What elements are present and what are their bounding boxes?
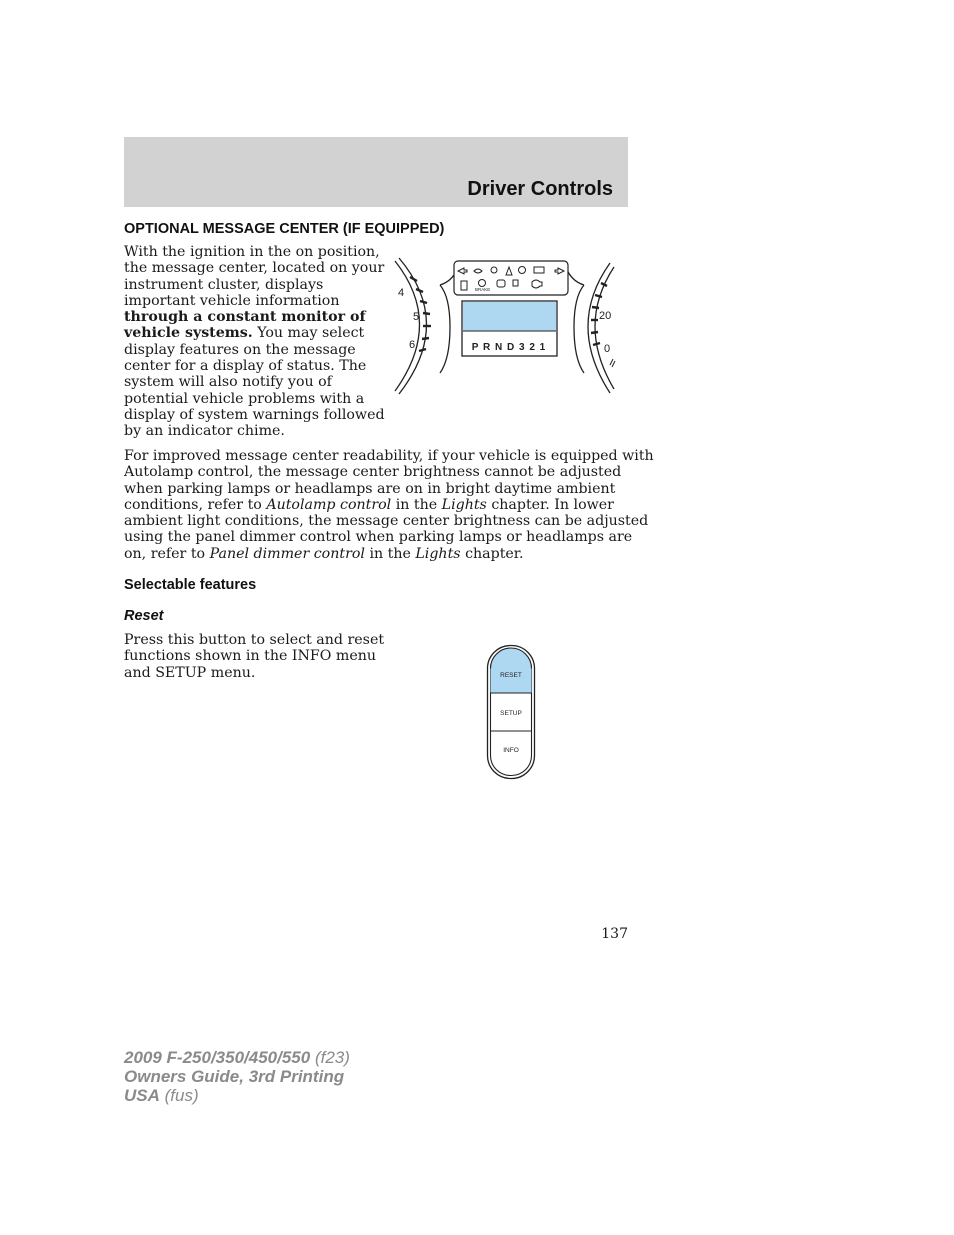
header-band — [124, 137, 628, 207]
cross-reference: Autolamp control — [266, 496, 392, 513]
intro-line: With the ignition in the on position, — [124, 244, 380, 260]
intro-line: display features on the message — [124, 341, 356, 358]
footer-printing: Owners Guide, 3rd Printing — [124, 1067, 345, 1086]
cross-reference: Lights — [441, 496, 487, 513]
cross-reference: Panel dimmer control — [209, 545, 365, 562]
readability-line: For improved message center readability, if your vehicle is equipped with — [124, 448, 654, 464]
document-footer — [124, 1048, 350, 1105]
readability-line: in the — [391, 496, 442, 513]
readability-line: Autolamp control, the message center brightness cannot be adjusted — [124, 464, 622, 481]
gauge-label: 0 — [604, 343, 611, 355]
readability-line: using the panel dimmer control when parking lamps or headlamps are — [124, 529, 633, 546]
intro-bold-text: through a constant monitor of — [124, 309, 366, 326]
intro-bold-text: vehicle systems. — [124, 325, 253, 342]
intro-line: important vehicle information — [124, 292, 340, 309]
readability-line: chapter. — [460, 545, 524, 562]
reset-button-label: RESET — [500, 672, 522, 679]
readability-paragraph — [124, 448, 654, 562]
readability-line: chapter. In lower — [486, 496, 614, 513]
intro-line: the message center, located on your — [124, 260, 385, 277]
intro-paragraph — [124, 244, 385, 440]
intro-line: by an indicator chime. — [124, 423, 285, 440]
reset-heading: Reset — [124, 608, 164, 624]
gauge-label: 20 — [599, 310, 612, 322]
setup-button-label: SETUP — [500, 710, 522, 717]
intro-line: center for a display of status. The — [124, 358, 367, 375]
brake-label: BRAKE — [475, 287, 491, 292]
footer-model: 2009 F-250/350/450/550 — [124, 1048, 311, 1067]
tach-label: 5 — [413, 311, 420, 323]
intro-line: system will also notify you of — [124, 374, 332, 391]
message-center-display — [463, 302, 556, 331]
readability-line: on, refer to — [124, 545, 210, 562]
readability-line: ambient light conditions, the message center brightness can be adjusted — [124, 513, 649, 530]
intro-line: You may select — [252, 325, 365, 342]
readability-line: in the — [364, 545, 416, 562]
section-title: Driver Controls — [467, 178, 613, 200]
gear-indicator: P R N D 3 2 1 — [471, 342, 547, 353]
reset-line: and SETUP menu. — [124, 664, 256, 681]
footer-code: (f23) — [310, 1048, 350, 1067]
reset-paragraph — [124, 632, 384, 681]
reset-line: Press this button to select and reset — [124, 632, 385, 648]
tach-label: 4 — [398, 287, 405, 299]
tach-label: 6 — [409, 339, 416, 351]
reset-button[interactable] — [491, 648, 532, 693]
footer-market-code: (fus) — [159, 1086, 199, 1105]
intro-line: potential vehicle problems with a — [124, 390, 365, 407]
cross-reference: Lights — [415, 545, 461, 562]
fuel-icon — [610, 359, 615, 367]
page-number: 137 — [601, 926, 628, 942]
readability-line: when parking lamps or headlamps are on in bright daytime ambient — [124, 480, 616, 497]
instrument-cluster-illustration — [392, 255, 628, 395]
intro-line: instrument cluster, displays — [124, 276, 324, 293]
intro-line: display of system warnings followed — [124, 406, 385, 423]
info-button-label: INFO — [503, 747, 519, 754]
footer-market: USA — [124, 1086, 160, 1105]
selectable-features-heading: Selectable features — [124, 577, 257, 593]
readability-line: conditions, refer to — [124, 496, 267, 513]
reset-line: functions shown in the INFO menu — [124, 648, 376, 665]
message-center-buttons-illustration — [486, 644, 536, 780]
section-heading: OPTIONAL MESSAGE CENTER (IF EQUIPPED) — [124, 221, 445, 237]
